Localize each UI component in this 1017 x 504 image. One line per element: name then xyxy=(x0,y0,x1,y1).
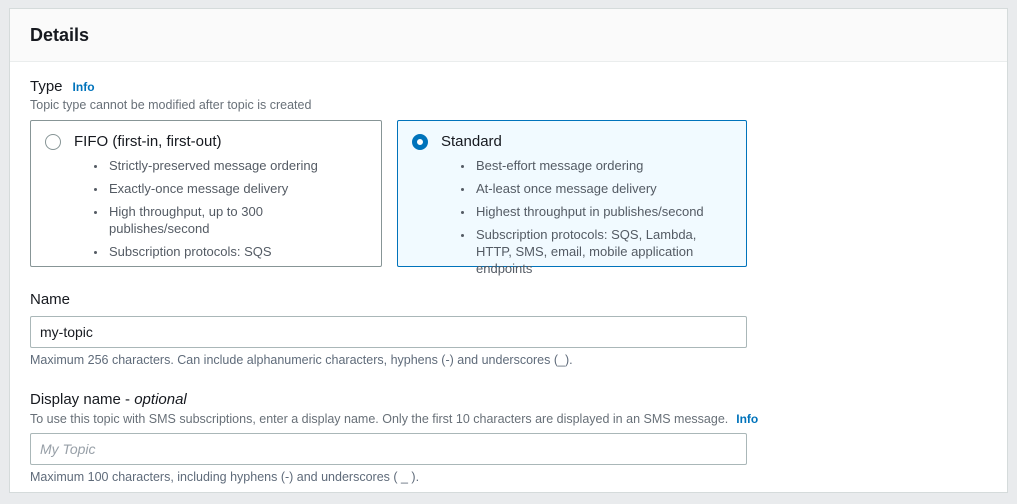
type-info-link[interactable]: Info xyxy=(72,80,95,94)
fifo-feature-item: • High throughput, up to 300 publishes/second xyxy=(107,203,367,237)
standard-feature-item: • Subscription protocols: SQS, Lambda, HTTP, SMS, email, mobile application endpoints xyxy=(474,226,732,277)
standard-feature-list xyxy=(412,157,732,277)
type-options xyxy=(30,120,987,276)
display-name-label: Display name - optional xyxy=(30,391,187,408)
display-name-constraint: Maximum 100 characters, including hyphens (-) and underscores ( _ ). xyxy=(30,470,420,484)
name-constraint: Maximum 256 characters. Can include alphanumeric characters, hyphens (-) and underscores (_). xyxy=(30,353,573,367)
fifo-option-title: FIFO (first-in, first-out) xyxy=(74,133,222,150)
name-input[interactable] xyxy=(30,316,747,348)
fifo-feature-list xyxy=(45,157,367,260)
fifo-feature-item: • Exactly-once message delivery xyxy=(107,180,367,197)
display-name-input[interactable] xyxy=(30,433,747,465)
fifo-feature-item: • Strictly-preserved message ordering xyxy=(107,157,367,174)
name-label: Name xyxy=(30,291,71,308)
type-option-fifo[interactable] xyxy=(30,120,382,267)
fifo-feature-item: • Subscription protocols: SQS xyxy=(107,243,367,260)
display-name-description: To use this topic with SMS subscriptions, enter a display name. Only the first 10 characters are displayed in an SMS message. Info xyxy=(30,412,759,426)
standard-feature-item: • At-least once message delivery xyxy=(474,180,732,197)
optional-indicator: optional xyxy=(134,391,187,408)
page-title: Details xyxy=(30,24,90,45)
type-option-standard[interactable] xyxy=(397,120,747,276)
display-name-field xyxy=(30,391,987,484)
details-panel xyxy=(9,8,1008,493)
display-name-info-link[interactable]: Info xyxy=(736,412,759,426)
standard-radio-button[interactable] xyxy=(412,134,428,150)
standard-option-title: Standard xyxy=(441,133,502,150)
standard-feature-item: • Highest throughput in publishes/second xyxy=(474,203,732,220)
details-panel-body xyxy=(10,62,1007,504)
type-description: Topic type cannot be modified after topic is created xyxy=(30,98,312,112)
standard-feature-item: • Best-effort message ordering xyxy=(474,157,732,174)
type-label: Type xyxy=(30,78,63,95)
fifo-radio-button[interactable] xyxy=(45,134,61,150)
type-field xyxy=(30,78,987,276)
name-field xyxy=(30,291,987,367)
details-panel-header xyxy=(10,9,1007,62)
